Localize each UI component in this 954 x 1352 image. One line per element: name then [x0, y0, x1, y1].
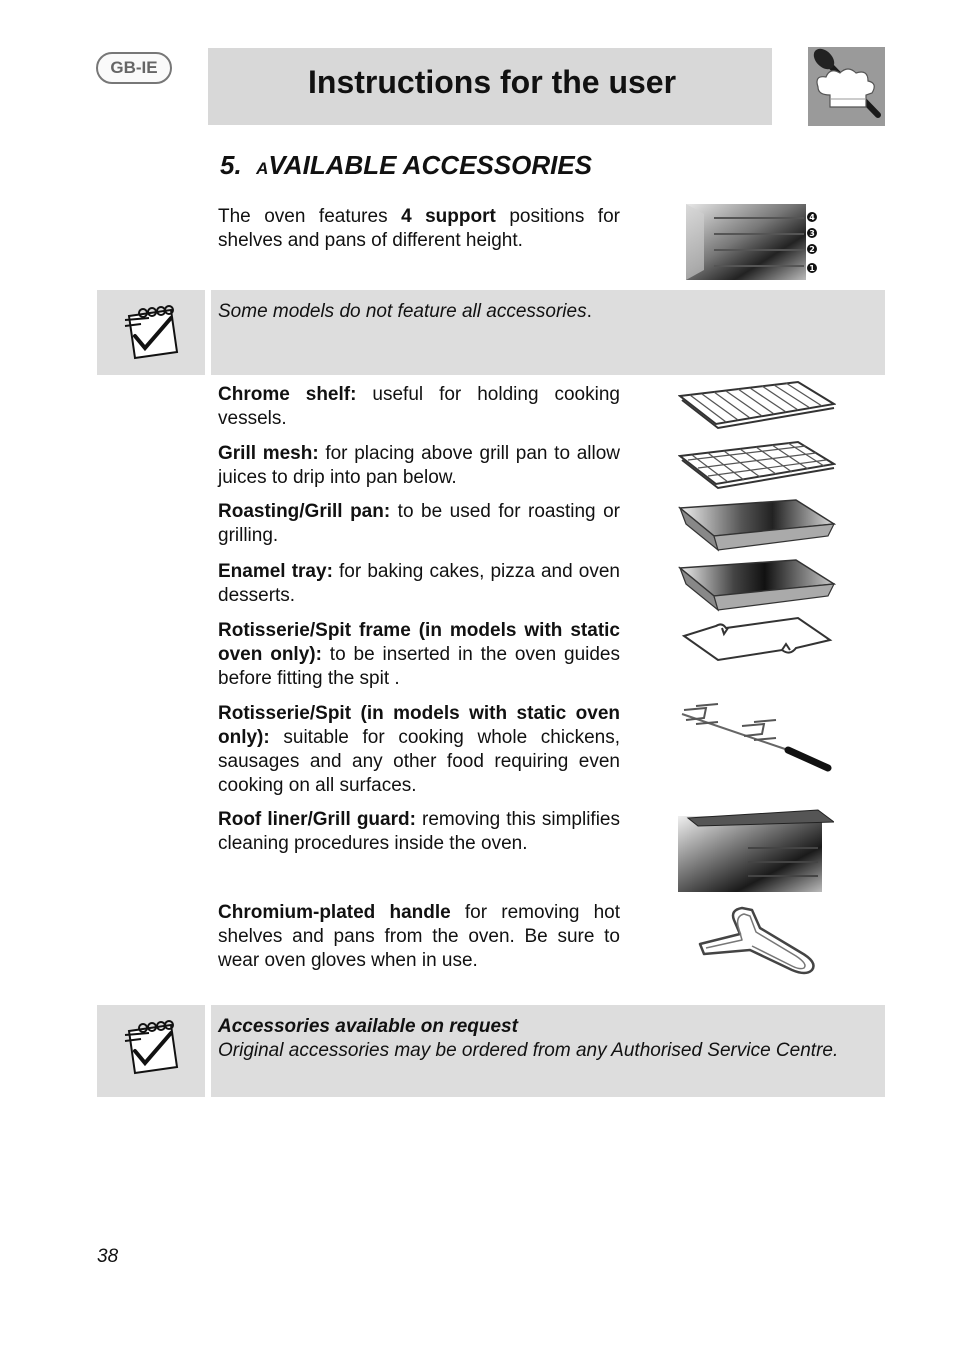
region-badge: GB-IE	[96, 52, 172, 84]
section-title-rest: VAILABLE ACCESSORIES	[268, 150, 593, 180]
accessory-rotisserie-spit	[218, 702, 620, 798]
support-level-label: 2	[809, 245, 815, 254]
grill-mesh-icon	[678, 438, 836, 492]
accessory-description: for baking cakes, pizza and oven desserts.	[218, 561, 620, 606]
rotisserie-spit-icon	[678, 700, 836, 778]
accessory-label: Chrome shelf:	[218, 384, 357, 405]
page-number: 38	[97, 1246, 119, 1267]
note-text-panel	[211, 1005, 885, 1097]
page-title: Instructions for the user	[308, 64, 677, 100]
accessory-description: to be used for roasting or grilling.	[218, 501, 620, 546]
accessory-description: suitable for cooking whole chickens, sausages and any other food requiring even cooking on all surfaces.	[218, 727, 620, 796]
enamel-tray-icon	[678, 556, 836, 612]
notepad-check-icon	[121, 1019, 183, 1075]
accessory-roof-liner	[218, 808, 620, 856]
header-bar	[208, 48, 772, 125]
support-level-label: 4	[809, 213, 815, 222]
accessory-enamel-tray	[218, 560, 620, 608]
support-level-label: 3	[809, 229, 815, 238]
accessory-description: removing this simplifies cleaning procedures inside the oven.	[218, 809, 620, 854]
intro-text-bold: 4 support	[401, 206, 496, 227]
roasting-pan-icon	[678, 496, 836, 552]
accessory-description: to be inserted in the oven guides before fitting the spit .	[218, 644, 620, 689]
accessory-chrome-shelf	[218, 383, 620, 431]
note-text-panel	[211, 290, 885, 375]
note-icon-panel	[97, 290, 205, 375]
note-text-trail: .	[586, 301, 592, 322]
section-number: 5.	[220, 150, 242, 180]
note-icon-panel	[97, 1005, 205, 1097]
shelf-handle-icon	[680, 900, 830, 980]
accessory-label: Chromium-plated handle	[218, 902, 451, 923]
accessory-description: useful for holding cooking vessels.	[218, 384, 620, 429]
accessory-grill-mesh	[218, 442, 620, 490]
accessory-description: for removing hot shelves and pans from the oven. Be sure to wear oven gloves when in use.	[218, 902, 620, 971]
intro-paragraph	[218, 205, 620, 253]
note-text-body: Some models do not feature all accessories	[218, 301, 587, 322]
accessory-roasting-pan	[218, 500, 620, 548]
accessory-label: Grill mesh:	[218, 443, 319, 464]
section-heading	[220, 150, 592, 181]
note-text	[218, 300, 878, 324]
note-title: Accessories available on request	[218, 1016, 518, 1037]
accessory-description: for placing above grill pan to allow juices to drip into pan below.	[218, 443, 620, 488]
section-title-initial: A	[256, 159, 269, 178]
notepad-check-icon	[121, 304, 183, 360]
accessory-label: Enamel tray:	[218, 561, 333, 582]
intro-text-before: The oven features	[218, 206, 402, 227]
roof-liner-icon	[678, 808, 834, 892]
chef-hat-spoon-icon	[808, 47, 885, 126]
accessory-label: Rotisserie/Spit (in models with static oven only):	[218, 703, 620, 748]
note-text: Original accessories may be ordered from any Authorised Service Centre.	[218, 1040, 839, 1061]
chrome-shelf-icon	[678, 378, 836, 432]
accessory-handle	[218, 901, 620, 973]
accessory-label: Rotisserie/Spit frame (in models with static oven only):	[218, 620, 620, 665]
support-level-label: 1	[809, 264, 815, 273]
accessory-label: Roasting/Grill pan:	[218, 501, 391, 522]
accessory-spit-frame	[218, 619, 620, 691]
accessory-label: Roof liner/Grill guard:	[218, 809, 416, 830]
spit-frame-icon	[678, 614, 836, 668]
intro-text-after: positions for shelves and pans of different height.	[218, 206, 620, 251]
oven-support-levels-illustration	[686, 204, 820, 280]
